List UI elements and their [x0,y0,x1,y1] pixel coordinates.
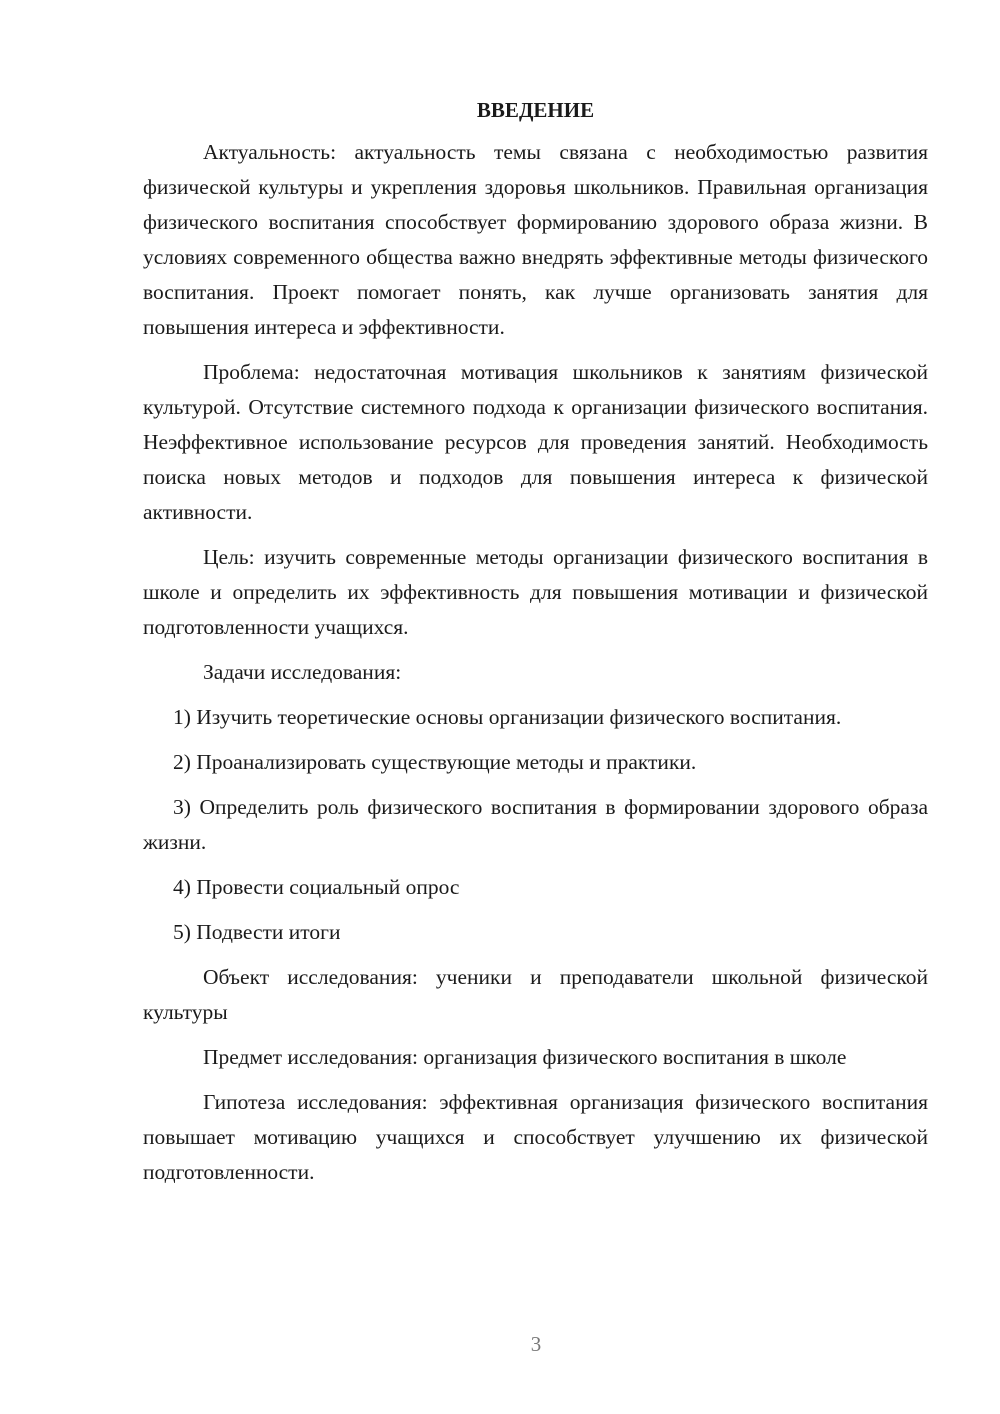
page-number: 3 [530,1332,542,1356]
task-item-3: 3) Определить роль физического воспитания в формировании здорового образа жизни. [143,795,928,854]
page-title: ВВЕДЕНИЕ [476,98,595,122]
task-item-5: 5) Подвести итоги [173,920,341,944]
subject-paragraph: Предмет исследования: организация физического воспитания в школе [203,1045,847,1069]
problem-paragraph: Проблема: недостаточная мотивация школьников к занятиям физической культурой. Отсутствие системного подхода к организации физического воспитания. Неэффективное использование ресурсов для проведения занятий. Необходимость поиска новых методов и подходов для повышения интереса к физической активности. [143,360,928,524]
object-paragraph: Объект исследования: ученики и преподаватели школьной физической культуры [143,965,928,1024]
page-content [143,95,928,1200]
task-item-4: 4) Провести социальный опрос [173,875,460,899]
task-item-2: 2) Проанализировать существующие методы и практики. [173,750,697,774]
relevance-paragraph: Актуальность: актуальность темы связана с необходимостью развития физической культуры и укрепления здоровья школьников. Правильная организация физического воспитания способствует формированию здорового образа жизни. В условиях современного общества важно внедрять эффективные методы физического воспитания. Проект помогает понять, как лучше организовать занятия для повышения интереса и эффективности. [143,140,928,339]
task-item-1: 1) Изучить теоретические основы организации физического воспитания. [173,705,842,729]
goal-paragraph: Цель: изучить современные методы организации физического воспитания в школе и определить их эффективность для повышения мотивации и физической подготовленности учащихся. [143,545,928,639]
hypothesis-paragraph: Гипотеза исследования: эффективная организация физического воспитания повышает мотивацию учащихся и способствует улучшению их физической подготовленности. [143,1090,928,1184]
tasks-heading: Задачи исследования: [203,660,402,684]
